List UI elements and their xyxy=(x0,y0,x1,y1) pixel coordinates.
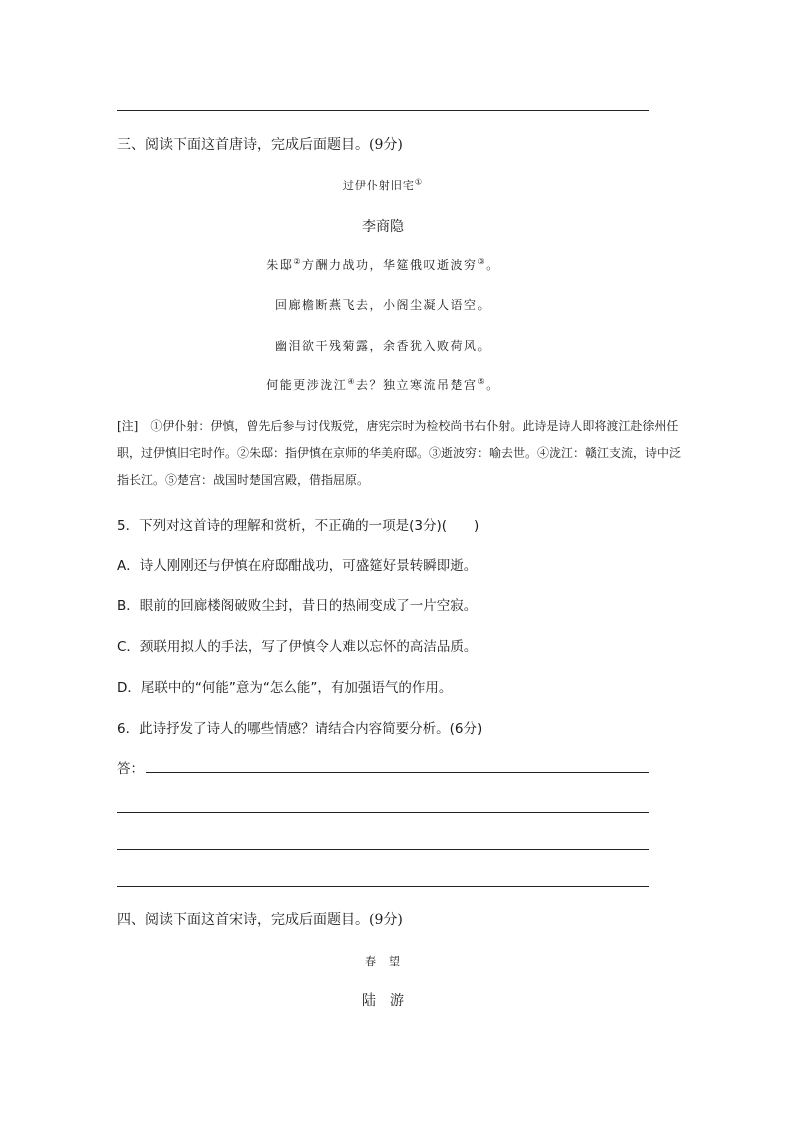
question-6-stem: 6．此诗抒发了诗人的哪些情感？请结合内容简要分析。(6分) xyxy=(117,721,483,737)
section4-heading: 四、阅读下面这首宋诗，完成后面题目。(9分) xyxy=(117,912,403,928)
answer-label: 答： xyxy=(117,761,144,777)
poem-title xyxy=(117,177,649,193)
answer-line[interactable] xyxy=(117,812,649,813)
poem-title-text: 过伊仆射旧宅 xyxy=(342,179,415,192)
answer-line[interactable] xyxy=(146,772,649,773)
question-5-stem: 5．下列对这首诗的理解和赏析，不正确的一项是(3分)( ) xyxy=(117,518,480,534)
poem-title-note-mark: ① xyxy=(414,177,424,187)
section4-poem-author: 陆 游 xyxy=(362,993,404,1009)
section3-heading: 三、阅读下面这首唐诗，完成后面题目。(9分) xyxy=(117,137,403,153)
question-5-option-a: A．诗人刚刚还与伊慎在府邸酣战功，可盛筵好景转瞬即逝。 xyxy=(117,558,478,574)
top-divider xyxy=(117,110,649,111)
question-5-option-b: B．眼前的回廊楼阁破败尘封，昔日的热闹变成了一片空寂。 xyxy=(117,598,478,614)
poem-line: 朱邸②方酬力战功，华筵俄叹逝波穷③。 xyxy=(266,257,500,272)
poem-line: 回廊檐断燕飞去，小阁尘凝人语空。 xyxy=(274,298,491,312)
section4-poem-title: 春 望 xyxy=(365,955,401,968)
question-5-option-c: C．颈联用拟人的手法，写了伊慎令人难以忘怀的高洁品质。 xyxy=(117,639,478,655)
question-5-option-d: D．尾联中的“何能”意为“怎么能”，有加强语气的作用。 xyxy=(117,680,453,696)
poem-line: 何能更涉泷江④去？独立寒流吊楚宫⑤。 xyxy=(266,377,500,392)
poem-line: 幽泪欲干残菊露，余香犹入败荷风。 xyxy=(274,339,491,353)
poem-notes: [注] ①伊仆射：伊慎，曾先后参与讨伐叛党，唐宪宗时为检校尚书右仆射。此诗是诗人即将渡江赴徐州任职，过伊慎旧宅时作。②朱邸：指伊慎在京师的华美府邸。③逝波穷：喻去世。④泷江：赣江支流，诗中泛指长江。⑤楚宫：战国时楚国宫殿，借指屈原。 xyxy=(117,419,682,487)
poem-author: 李商隐 xyxy=(362,219,404,235)
answer-line[interactable] xyxy=(117,886,649,887)
answer-line[interactable] xyxy=(117,849,649,850)
